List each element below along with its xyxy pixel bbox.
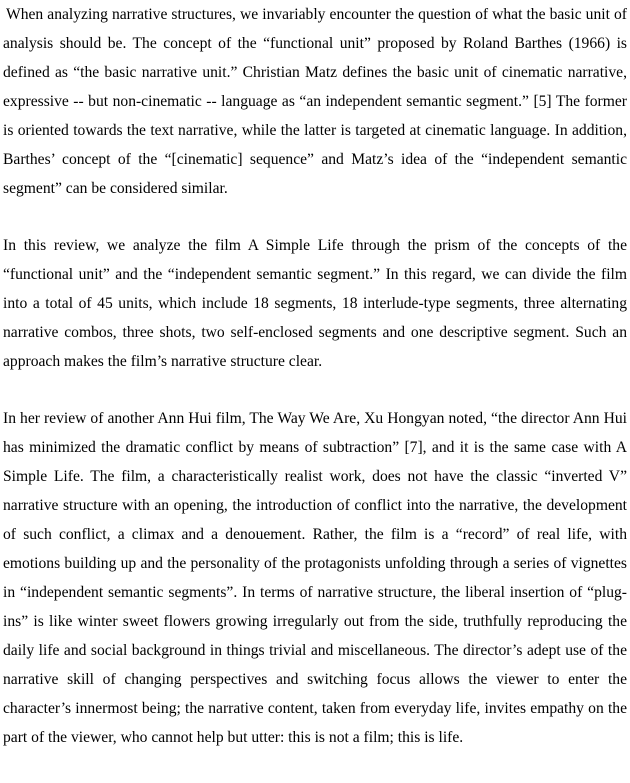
paragraph-spacer xyxy=(3,203,627,231)
paragraph-narrative-units: When analyzing narrative structures, we invariably encounter the question of what the basic unit of analysis should be. The concept of the “functional unit” proposed by Roland Barthes (1966) is defined as “the basic narrative unit.” Christian Matz defines the basic unit of cinematic narrative, expressive -- but non-cinematic -- language as “an independent semantic segment.” [5] The former is oriented towards the text narrative, while the latter is targeted at cinematic language. In addition, Barthes’ concept of the “[cinematic] sequence” and Matz’s idea of the “independent semantic segment” can be considered similar. xyxy=(3,6,627,197)
document-body xyxy=(3,0,627,752)
paragraph-spacer xyxy=(3,376,627,404)
paragraph-film-analysis: In this review, we analyze the film A Simple Life through the prism of the concepts of the “functional unit” and the “independent semantic segment.” In this regard, we can divide the film into a total of 45 units, which include 18 segments, 18 interlude-type segments, three alternating narrative combos, three shots, two self-enclosed segments and one descriptive segment. Such an approach makes the film’s narrative structure clear. xyxy=(3,237,627,370)
paragraph-ann-hui-review: In her review of another Ann Hui film, The Way We Are, Xu Hongyan noted, “the director Ann Hui has minimized the dramatic conflict by means of subtraction” [7], and it is the same case with A Simple Life. The film, a characteristically realist work, does not have the classic “inverted V” narrative structure with an opening, the introduction of conflict into the narrative, the development of such conflict, a climax and a denouement. Rather, the film is a “record” of real life, with emotions building up and the personality of the protagonists unfolding through a series of vignettes in “independent semantic segments”. In terms of narrative structure, the liberal insertion of “plug-ins” is like winter sweet flowers growing irregularly out from the side, truthfully reproducing the daily life and social background in things trivial and miscellaneous. The director’s adept use of the narrative skill of changing perspectives and switching focus allows the viewer to enter the character’s innermost being; the narrative content, taken from everyday life, invites empathy on the part of the viewer, who cannot help but utter: this is not a film; this is life. xyxy=(3,410,627,746)
